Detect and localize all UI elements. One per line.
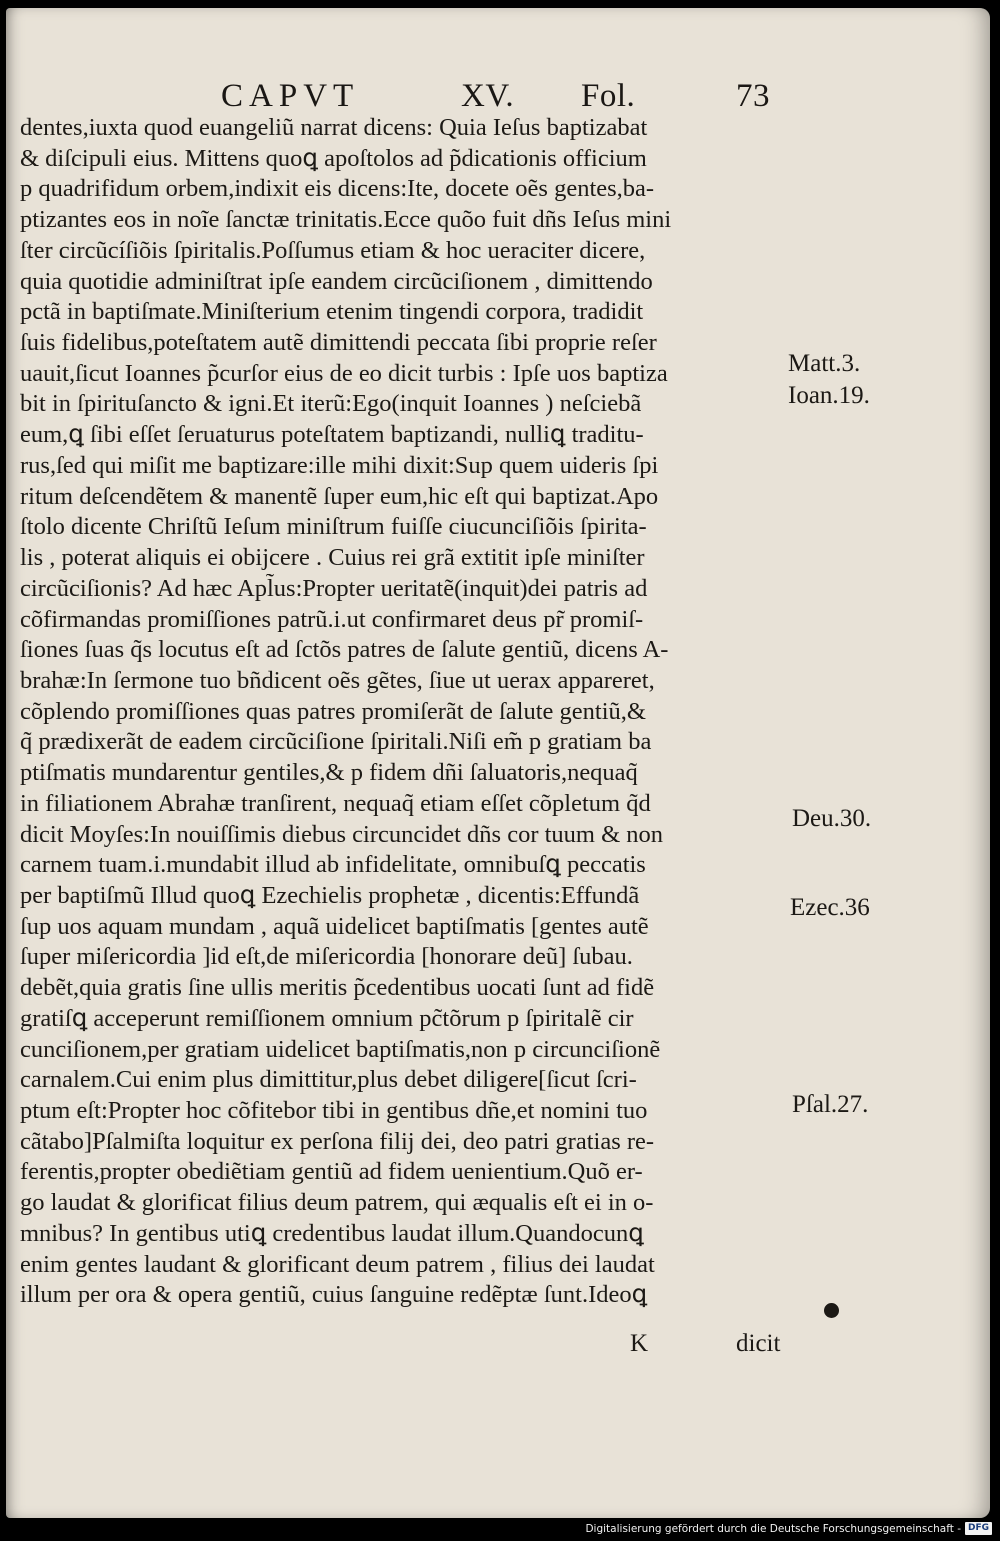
margin-note-ezec: Ezec.36 [790,894,870,921]
text-line: quia quotidie adminiſtrat ipſe eandem circũciſionem , dimittendo [20,267,653,295]
text-line: dentes,iuxta quod euangeliũ narrat dicens: Quia Ieſus baptizabat [20,114,648,141]
header-chapter: CAPVT [221,78,360,114]
text-line: cõplendo promiſſiones quas patres promiſerãt de ſalute gentiũ,& [20,697,646,725]
text-line: cãtabo]Pſalmiſta loquitur ex perſona filij dei, deo patri gratias re- [20,1127,655,1155]
margin-bullet-mark [824,1303,839,1318]
running-header [221,78,781,118]
digitization-credit [585,1522,992,1535]
text-line: ptiſmatis mundarentur gentiles,& p fidem dñi ſaluatoris,nequaq̃ [20,759,638,787]
header-chapter-number: XV. [461,78,515,114]
text-line: go laudat & glorificat filius deum patrem, qui æqualis eſt ei in o- [20,1189,654,1217]
text-line: ſter circũcíſiõis ſpiritalis.Poſſumus etiam & hoc ueraciter dicere, [20,236,646,264]
text-line: rus,ſed qui miſit me baptizare:ille mihi dixit:Sup quem uideris ſpi [20,451,659,479]
text-line: ſtolo dicente Chriſtũ Ieſum miniſtrum fuiſſe ciucunciſiõis ſpirita- [20,513,647,541]
text-line: circũciſionis? Ad hæc Apl̃us:Propter ueritatẽ(inquit)dei patris ad [20,574,648,602]
main-text-block [20,113,786,1311]
catchword: dicit [736,1330,781,1357]
text-line: lis , poterat aliquis ei obijcere . Cuius rei grã extitit ipſe miniſter [20,544,645,572]
text-line: in filiationem Abrahæ tranſirent, nequaq̃ etiam eſſet cõpletum q̃d [20,789,651,817]
text-line: gratiſꝗ acceperunt remiſſionem omnium pc̃tõrum p ſpiritalẽ cir [20,1004,634,1032]
text-line: pctã in baptiſmate.Miniſterium etenim tingendi corpora, tradidit [20,298,644,326]
text-line: carnalem.Cui enim plus dimittitur,plus debet diligere[ſicut ſcri- [20,1066,637,1094]
signature-mark: K [630,1330,649,1357]
text-line: brahæ:In ſermone tuo bñdicent oẽs gẽtes, ſiue ut uerax appareret, [20,666,655,694]
text-line: carnem tuam.i.mundabit illud ab infidelitate, omnibuſꝗ peccatis [20,851,646,879]
text-line: per baptiſmũ Illud quoꝗ Ezechielis prophetæ , dicentis:Effundã [20,881,640,909]
text-line: ferentis,propter obediẽtiam gentiũ ad fidem uenientium.Quõ er- [20,1158,643,1186]
book-page [6,8,990,1518]
text-line: uauit,ſicut Ioannes p̃curſor eius de eo dicit turbis : Ipſe uos baptiza [20,359,668,387]
text-line: p quadrifidum orbem,indixit eis dicens:Ite, docete oẽs gentes,ba- [20,175,655,203]
text-line: ſuis fidelibus,poteſtatem autẽ dimittendi peccata ſibi proprie reſer [20,329,657,357]
text-line: ſuper miſericordia ]id eſt,de miſericordia [honorare deũ] ſubau. [20,943,633,971]
text-line: ptizantes eos in noĩe ſanctæ trinitatis.Ecce quõo fuit dñs Ieſus mini [20,206,672,234]
text-line: dicit Moyſes:In nouiſſimis diebus circuncidet dñs cor tuum & non [20,820,664,848]
dfg-logo: DFG [965,1522,992,1535]
text-line: ptum eſt:Propter hoc cõfitebor tibi in gentibus dñe,et nomini tuo [20,1097,648,1124]
text-line: q̃ prædixerãt de eadem circũciſione ſpiritali.Niſi em̃ p gratiam ba [20,728,652,756]
text-line: mnibus? In gentibus utiꝗ credentibus laudat illum.Quandocunꝗ [20,1219,644,1247]
text-line: ritum deſcendẽtem & manentẽ ſuper eum,hic eſt qui baptizat.Apo [20,482,659,510]
text-line: cunciſionem,per gratiam uidelicet baptiſmatis,non p circunciſionẽ [20,1035,661,1063]
margin-note-deu: Deu.30. [792,805,872,832]
text-line: ſiones ſuas q̃s locutus eſt ad ſctõs patres de ſalute gentiũ, dicens A- [20,636,669,664]
footer-credit-text: Digitalisierung gefördert durch die Deutsche Forschungsgemeinschaft - [585,1522,961,1535]
header-folio-label: Fol. [581,78,636,114]
text-line: enim gentes laudant & glorificant deum patrem , filius dei laudat [20,1250,655,1278]
text-line: debẽt,quia gratis ſine ullis meritis p̃cedentibus uocati ſunt ad fidẽ [20,974,655,1002]
margin-note-psal: Pſal.27. [792,1091,869,1118]
text-line: bit in ſpirituſancto & igni.Et iterũ:Ego(inquit Ioannes ) neſciebã [20,390,642,418]
margin-note-matt: Matt.3. [788,350,861,377]
text-line: ſup uos aquam mundam , aquã uidelicet baptiſmatis [gentes autẽ [20,912,649,940]
margin-note-ioan: Ioan.19. [788,382,870,409]
text-line: illum per ora & opera gentiũ, cuius ſanguine redẽptæ ſunt.Ideoꝗ [20,1281,648,1309]
header-page-number: 73 [736,78,770,114]
text-line: & diſcipuli eius. Mittens quoꝗ apoſtolos ad p̃dicationis officium [20,144,647,172]
text-line: cõfirmandas promiſſiones patrũ.i.ut confirmaret deus pr̃ promiſ- [20,605,644,633]
text-line: eum,ꝗ ſibi eſſet ſeruaturus poteſtatem baptizandi, nulliꝗ traditu- [20,421,644,449]
